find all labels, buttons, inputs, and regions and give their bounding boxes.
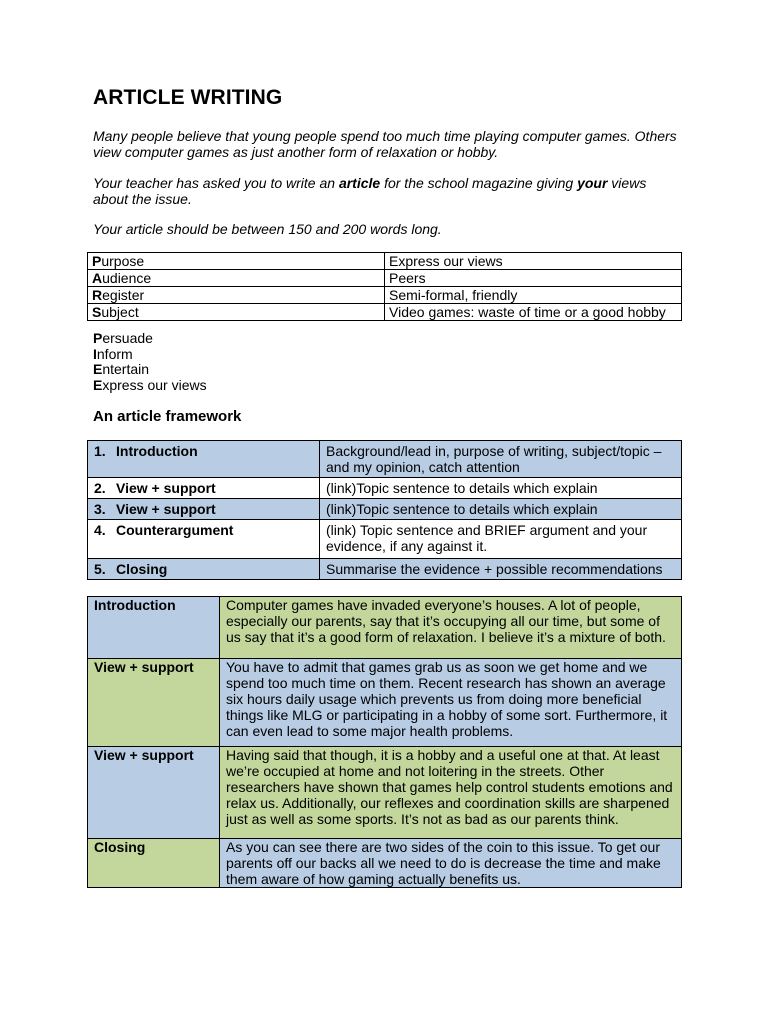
- pars-label: Subject: [88, 304, 385, 321]
- task-text-your: your: [577, 175, 608, 191]
- pars-label: Register: [88, 287, 385, 304]
- framework-label: 4. Counterargument: [88, 520, 320, 559]
- list-item: Express our views: [93, 376, 207, 393]
- length-paragraph: Your article should be between 150 and 200 words long.: [93, 221, 442, 237]
- table-row: [88, 253, 682, 270]
- table-row: [88, 478, 682, 499]
- peie-list: [93, 331, 207, 393]
- table-row: [88, 441, 682, 478]
- framework-title: An article framework: [93, 408, 242, 425]
- example-text: You have to admit that games grab us as soon we get home and we spend too much time on them. Recent research has shown an average six hours daily usage which prevents us from doing more beneficial things like MLG or participating in a hobby of some sort. Furthermore, it can even lead to some major health problems.: [220, 659, 682, 747]
- table-row: [88, 287, 682, 304]
- framework-desc: Summarise the evidence + possible recommendations: [320, 559, 682, 580]
- framework-label: 2. View + support: [88, 478, 320, 499]
- table-row: [88, 659, 682, 747]
- task-text-2: for the school magazine giving: [380, 175, 578, 191]
- framework-label: 1. Introduction: [88, 441, 320, 478]
- framework-desc: (link) Topic sentence and BRIEF argument and your evidence, if any against it.: [320, 520, 682, 559]
- table-row: [88, 559, 682, 580]
- table-row: [88, 597, 682, 659]
- table-row: [88, 270, 682, 287]
- pars-value: Peers: [385, 270, 682, 287]
- table-row: [88, 304, 682, 321]
- list-item: Entertain: [93, 361, 150, 377]
- table-row: [88, 520, 682, 559]
- table-row: [88, 499, 682, 520]
- list-item: Inform: [93, 345, 133, 362]
- example-label: Closing: [88, 839, 220, 888]
- example-label: View + support: [88, 659, 220, 747]
- pars-label: Purpose: [88, 253, 385, 270]
- task-text-3: views about the issue.: [93, 175, 647, 207]
- task-text-article: article: [338, 175, 381, 191]
- pars-value: Express our views: [385, 253, 682, 270]
- framework-desc: (link)Topic sentence to details which explain: [320, 478, 682, 499]
- table-row: [88, 747, 682, 839]
- pars-value: Video games: waste of time or a good hobby: [385, 304, 682, 321]
- task-text-1: Your teacher has asked you to write an: [93, 175, 339, 191]
- framework-label: 5. Closing: [88, 559, 320, 580]
- list-item: Persuade: [93, 330, 153, 346]
- framework-desc: (link)Topic sentence to details which explain: [320, 499, 682, 520]
- example-label: View + support: [88, 747, 220, 839]
- example-label: Introduction: [88, 597, 220, 659]
- example-text: Having said that though, it is a hobby and a useful one at that. At least we’re occupied at home and not loitering in the streets. Other researchers have shown that games help control students emotions and relax us. Additionally, our reflexes and coordination skills are sharpened just as well as some sports. It’s not as bad as our parents think.: [220, 747, 682, 839]
- pars-table: [87, 252, 682, 321]
- pars-value: Semi-formal, friendly: [385, 287, 682, 304]
- intro-paragraph: Many people believe that young people spend too much time playing computer games. Others view computer games as just another form of relaxation or hobby.: [93, 128, 677, 160]
- page-title: ARTICLE WRITING: [93, 86, 283, 109]
- framework-desc: Background/lead in, purpose of writing, subject/topic – and my opinion, catch attention: [320, 441, 682, 478]
- framework-table: [87, 440, 682, 580]
- task-paragraph: [93, 175, 683, 207]
- pars-label: Audience: [88, 270, 385, 287]
- table-row: [88, 839, 682, 888]
- framework-label: 3. View + support: [88, 499, 320, 520]
- example-text: Computer games have invaded everyone’s houses. A lot of people, especially our parents, say that it’s occupying all our time, but some of us say that it’s a good form of relaxation. I believe it’s a mixture of both.: [220, 597, 682, 659]
- example-table: [87, 596, 682, 888]
- example-text: As you can see there are two sides of the coin to this issue. To get our parents off our backs all we need to do is decrease the time and make them aware of how gaming actually benefits us.: [220, 839, 682, 888]
